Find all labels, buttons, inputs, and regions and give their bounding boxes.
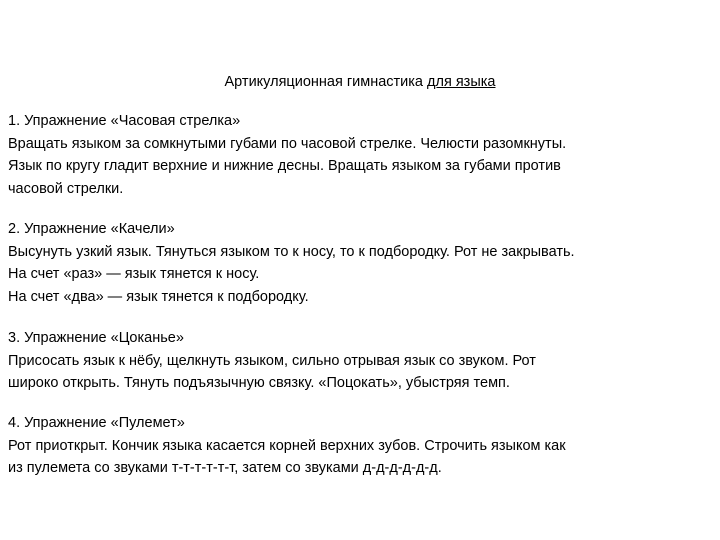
exercise-2-line-1: Высунуть узкий язык. Тянуться языком то к носу, то к подбородку. Рот не закрывать. [8, 243, 575, 260]
exercise-2-line-3: На счет «два» — язык тянется к подбородку. [8, 288, 309, 305]
exercise-2 [8, 218, 714, 308]
exercise-4-line-2: из пулемета со звуками т-т-т-т-т-т, затем со звуками д-д-д-д-д-д. [8, 460, 442, 476]
exercise-4 [8, 412, 714, 480]
document-title [0, 72, 720, 92]
exercise-3 [8, 327, 714, 395]
exercise-3-line-1: Присосать язык к нёбу, щелкнуть языком, сильно отрывая язык со звуком. Рот [8, 352, 536, 369]
exercise-3-line-2: широко открыть. Тянуть подъязычную связку. «Поцокать», убыстряя темп. [8, 375, 510, 391]
exercise-3-heading: 3. Упражнение «Цоканье» [8, 330, 184, 346]
exercise-2-heading: 2. Упражнение «Качели» [8, 221, 175, 237]
exercise-1-heading: 1. Упражнение «Часовая стрелка» [8, 113, 241, 129]
exercise-1-line-3: часовой стрелки. [8, 180, 124, 197]
title-underlined-text: для языка [427, 74, 496, 90]
title-text: Артикуляционная гимнастика [224, 74, 428, 90]
exercise-4-heading: 4. Упражнение «Пулемет» [8, 415, 185, 431]
exercise-1-line-2: Язык по кругу гладит верхние и нижние десны. Вращать языком за губами против [8, 158, 561, 174]
exercise-1-line-1: Вращать языком за сомкнутыми губами по часовой стрелке. Челюсти разомкнуты. [8, 135, 567, 152]
exercise-1 [8, 110, 714, 200]
exercise-2-line-2: На счет «раз» — язык тянется к носу. [8, 266, 260, 282]
exercise-4-line-1: Рот приоткрыт. Кончик языка касается корней верхних зубов. Строчить языком как [8, 437, 566, 454]
